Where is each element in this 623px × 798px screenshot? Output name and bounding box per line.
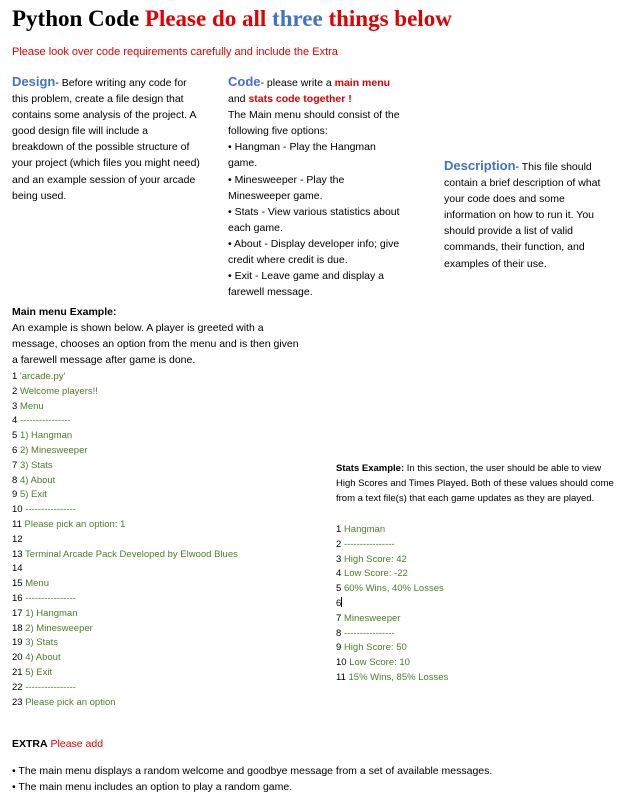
code-line: 1 'arcade.py': [12, 371, 66, 382]
page-title: Python Code Please do all three things below: [12, 6, 452, 31]
code-line: 10 Low Score: 10: [336, 657, 410, 669]
code-line: 4 Low Score: -22: [336, 568, 408, 580]
code-line: 11 Please pick an option: 1: [12, 518, 126, 530]
code-item: • About - Display developer info; give credit where credit is due.: [228, 237, 400, 267]
code-line: 2 ----------------: [336, 538, 395, 550]
extra-sub: Please add: [50, 738, 104, 750]
description-heading: Description: [444, 158, 516, 173]
text-cursor: [341, 597, 342, 607]
main-example-listing: [12, 370, 238, 710]
code-line: 1 Hangman: [336, 524, 386, 535]
design-section: [12, 74, 202, 204]
code-line: 18 2) Minesweeper: [12, 622, 93, 634]
code-item: • Stats - View various statistics about each game.: [228, 205, 400, 234]
code-line: 12: [12, 533, 23, 545]
design-body: - Before writing any code for this problem, create a file design that contains some analysis of the project. A good design file will include a breakdown of the possible structure of your project (which files you might need) and an example session of your arcade being used.: [12, 77, 200, 202]
code-line: 17 1) Hangman: [12, 607, 78, 619]
code-line: 8 ----------------: [336, 627, 395, 639]
extra-heading: EXTRA: [12, 738, 48, 750]
code-line: 23 Please pick an option: [12, 696, 116, 708]
extra-item: • The main menu includes an option to play a random game.: [12, 781, 293, 793]
stats-example-heading: Stats Example:: [336, 463, 405, 474]
subtitle: Please look over code requirements carefully and include the Extra: [12, 46, 338, 58]
code-line: 15 Menu: [12, 578, 49, 590]
code-line: 7 3) Stats: [12, 459, 53, 471]
code-item: • Minesweeper - Play the Minesweeper game.: [228, 173, 345, 202]
main-example-body: An example is shown below. A player is greeted with a message, chooses an option from the menu and is then given a farewell message after game is done.: [12, 322, 299, 367]
code-line: 16 ----------------: [12, 592, 76, 604]
code-line: 14: [12, 563, 23, 575]
code-body: The Main menu should consist of the following five options:: [228, 109, 400, 138]
code-line: 22 ----------------: [12, 681, 76, 693]
code-line: 9 High Score: 50: [336, 642, 407, 654]
code-line: 9 5) Exit: [12, 489, 47, 501]
stats-example-body: In this section, the user should be able to view High Scores and Times Played. Both of these values should come from a text file(s) that each game updates as they are played.: [336, 463, 614, 504]
description-section: [444, 158, 619, 272]
code-line: 6 2) Minesweeper: [12, 444, 88, 456]
extra-heading-row: [12, 738, 103, 750]
code-line: 6: [336, 597, 342, 609]
code-line: 8 4) About: [12, 474, 56, 486]
code-line: 2 Welcome players!!: [12, 385, 98, 397]
main-example-heading: Main menu Example:: [12, 306, 117, 318]
main-example-section: [12, 304, 302, 368]
code-line: 5 60% Wins, 40% Losses: [336, 583, 444, 595]
code-heading: Code: [228, 74, 261, 89]
code-item: • Exit - Leave game and display a farewell message.: [228, 270, 385, 299]
code-item: • Hangman - Play the Hangman game.: [228, 141, 376, 170]
stats-example-section: [336, 462, 621, 506]
code-line: 11 15% Wins, 85% Losses: [336, 671, 449, 683]
extra-item: • The main menu displays a random welcome and goodbye message from a set of available messages.: [12, 765, 493, 777]
code-line: 13 Terminal Arcade Pack Developed by Elwood Blues: [12, 548, 238, 560]
code-line: 21 5) Exit: [12, 666, 53, 678]
extra-list: [12, 763, 492, 795]
code-line: 10 ----------------: [12, 504, 76, 516]
code-line: 19 3) Stats: [12, 637, 58, 649]
description-body: - This file should contain a brief description of what your code does and some information on how to run it. You should provide a list of valid commands, their function, and examples of their use.: [444, 161, 601, 270]
design-heading: Design: [12, 74, 56, 89]
code-line: 3 High Score: 42: [336, 553, 407, 565]
code-section: Code- please write a main menu and stats code together ! The Main menu should consist of the following five options: • Hangman - Play the Hangman game. • Minesweeper - Play the Minesweeper game. • Stats - View various statistics about each game. • About - Display developer info; give credit where credit is due. • Exit - Leave game and display a farewell message.: [228, 74, 403, 300]
code-line: 20 4) About: [12, 652, 61, 664]
code-line: 5 1) Hangman: [12, 430, 73, 442]
code-line: 4 ----------------: [12, 415, 71, 427]
code-line: 3 Menu: [12, 400, 44, 412]
code-line: 7 Minesweeper: [336, 612, 401, 624]
stats-example-listing: [336, 523, 448, 686]
